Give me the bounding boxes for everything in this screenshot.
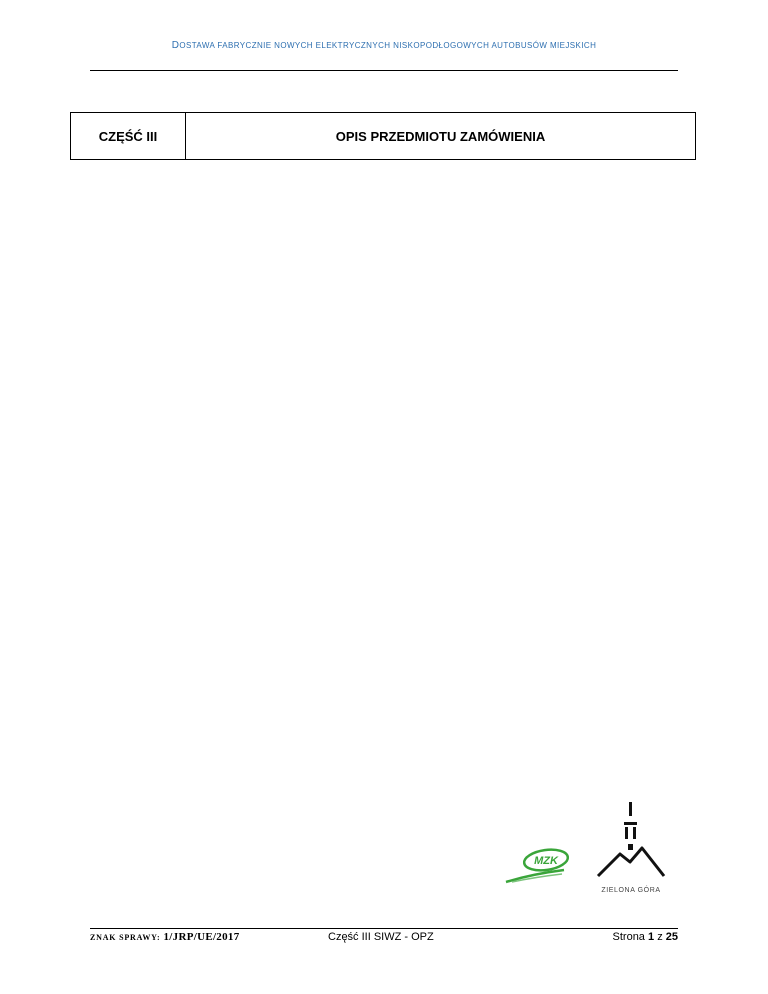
page-number <box>613 931 678 943</box>
page-current: 1 <box>648 931 655 943</box>
mzk-logo-graphic <box>502 844 576 886</box>
case-reference-label: ZNAK SPRAWY: <box>90 933 161 942</box>
footer-section: Część III SIWZ - OPZ <box>328 931 434 943</box>
running-header <box>90 40 678 51</box>
page-footer <box>90 931 678 947</box>
case-reference <box>90 931 240 943</box>
document-title: OPIS PRZEDMIOTU ZAMÓWIENIA <box>335 128 546 144</box>
zielona-gora-emblem <box>592 800 670 882</box>
title-box <box>70 112 696 160</box>
header-text: OSTAWA FABRYCZNIE NOWYCH ELEKTRYCZNYCH NISKOPODŁOGOWYCH AUTOBUSÓW MIEJSKICH <box>179 41 597 50</box>
page-separator: z <box>657 931 663 943</box>
part-label: CZĘŚĆ III <box>71 113 186 159</box>
mzk-logo-text: MZK <box>534 855 558 867</box>
footer-rule <box>90 928 678 929</box>
header-initial: D <box>171 40 180 51</box>
page-total: 25 <box>665 931 678 943</box>
page-prefix: Strona <box>612 931 645 943</box>
zielona-gora-text: ZIELONA GÓRA <box>601 887 661 894</box>
mzk-logo <box>502 844 576 886</box>
header-rule <box>90 70 678 71</box>
zielona-gora-logo <box>592 800 670 894</box>
case-reference-value: 1/JRP/UE/2017 <box>163 931 240 943</box>
